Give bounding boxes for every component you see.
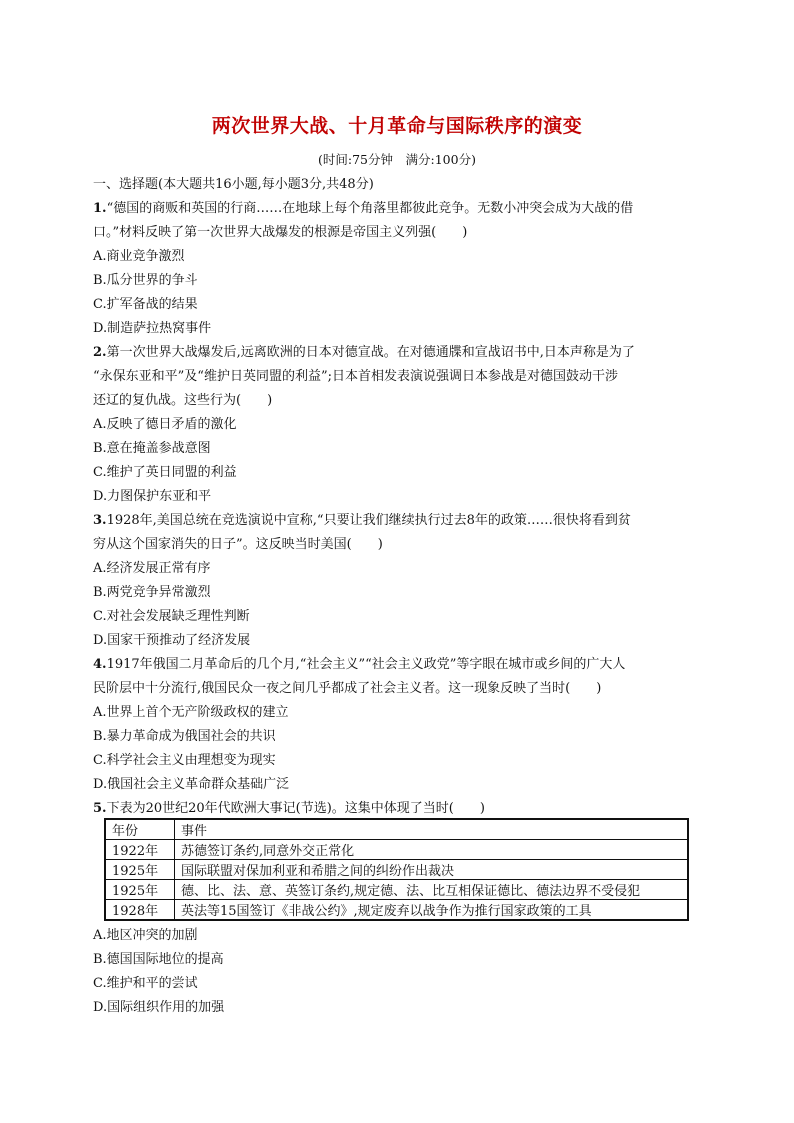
table-cell-event: 苏德签订条约,同意外交正常化 [175, 840, 689, 860]
question-1-line-2: 口。”材料反映了第一次世界大战爆发的根源是帝国主义列强( ) [93, 225, 468, 240]
question-4-option-a[interactable]: A.世界上首个无产阶级政权的建立 [93, 705, 289, 720]
question-1-option-d[interactable]: D.制造萨拉热窝事件 [93, 321, 212, 336]
question-2-line-2: “永保东亚和平”及“维护日英同盟的利益”;日本首相发表演说强调日本参战是对德国鼓动干涉 [93, 369, 618, 384]
table-row [105, 840, 688, 860]
question-3-option-c[interactable]: C.对社会发展缺乏理性判断 [93, 609, 250, 624]
question-5-option-c[interactable]: C.维护和平的尝试 [93, 976, 198, 991]
question-4-line-2: 民阶层中十分流行,俄国民众一夜之间几乎都成了社会主义者。这一现象反映了当时( ) [93, 681, 602, 696]
question-3-option-a[interactable]: A.经济发展正常有序 [93, 561, 211, 576]
question-5-option-b[interactable]: B.德国国际地位的提高 [93, 952, 224, 967]
table-cell-year: 1928年 [105, 900, 175, 921]
question-2-option-c[interactable]: C.维护了英日同盟的利益 [93, 465, 237, 480]
question-3-line-1: 3.1928年,美国总统在竞选演说中宣称,“只要让我们继续执行过去8年的政策……很快将看到贫 [93, 513, 631, 528]
table-row [105, 900, 688, 921]
events-table [104, 818, 689, 921]
question-3-line-2: 穷从这个国家消失的日子”。这反映当时美国( ) [93, 537, 383, 552]
question-3-option-b[interactable]: B.两党竞争异常激烈 [93, 585, 211, 600]
question-1-option-a[interactable]: A.商业竞争激烈 [93, 249, 185, 264]
question-1-option-b[interactable]: B.瓜分世界的争斗 [93, 273, 198, 288]
question-1-line-1: 1.“德国的商贩和英国的行商……在地球上每个角落里都彼此竞争。无数小冲突会成为大战的借 [93, 201, 634, 216]
exam-meta: (时间:75分钟 满分:100分) [318, 152, 476, 167]
question-2-line-3: 还辽的复仇战。这些行为( ) [93, 393, 273, 408]
question-2-option-d[interactable]: D.力图保护东亚和平 [93, 489, 212, 504]
table-header-year: 年份 [105, 819, 175, 840]
question-5-line-1: 5.下表为20世纪20年代欧洲大事记(节选)。这集中体现了当时( ) [93, 801, 485, 816]
question-number: 1. [93, 201, 107, 216]
question-4-option-c[interactable]: C.科学社会主义由理想变为现实 [93, 753, 276, 768]
table-cell-year: 1922年 [105, 840, 175, 860]
question-5-option-d[interactable]: D.国际组织作用的加强 [93, 1000, 225, 1015]
table-row [105, 860, 688, 880]
question-2-line-1: 2.第一次世界大战爆发后,远离欧洲的日本对德宣战。在对德通牒和宣战诏书中,日本声称是为了 [93, 345, 635, 360]
question-number: 4. [93, 657, 107, 672]
table-cell-event: 国际联盟对保加利亚和希腊之间的纠纷作出裁决 [175, 860, 689, 880]
table-cell-event: 德、比、法、意、英签订条约,规定德、法、比互相保证德比、德法边界不受侵犯 [175, 880, 689, 900]
question-5-option-a[interactable]: A.地区冲突的加剧 [93, 928, 198, 943]
section-heading: 一、选择题(本大题共16小题,每小题3分,共48分) [93, 177, 374, 192]
question-4-line-1: 4.1917年俄国二月革命后的几个月,“社会主义”“社会主义政党”等字眼在城市或乡间的广大人 [93, 657, 626, 672]
question-number: 3. [93, 513, 107, 528]
question-1-option-c[interactable]: C.扩军备战的结果 [93, 297, 198, 312]
page-title: 两次世界大战、十月革命与国际秩序的演变 [211, 115, 583, 137]
table-cell-event: 英法等15国签订《非战公约》,规定废弃以战争作为推行国家政策的工具 [175, 900, 689, 921]
question-number: 5. [93, 801, 107, 816]
question-2-option-a[interactable]: A.反映了德日矛盾的激化 [93, 417, 237, 432]
table-header-event: 事件 [175, 819, 689, 840]
question-number: 2. [93, 345, 107, 360]
table-row [105, 880, 688, 900]
question-4-option-b[interactable]: B.暴力革命成为俄国社会的共识 [93, 729, 276, 744]
table-cell-year: 1925年 [105, 860, 175, 880]
table-header-row [105, 819, 688, 840]
table-cell-year: 1925年 [105, 880, 175, 900]
question-3-option-d[interactable]: D.国家干预推动了经济发展 [93, 633, 251, 648]
question-4-option-d[interactable]: D.俄国社会主义革命群众基础广泛 [93, 777, 290, 792]
question-2-option-b[interactable]: B.意在掩盖参战意图 [93, 441, 211, 456]
